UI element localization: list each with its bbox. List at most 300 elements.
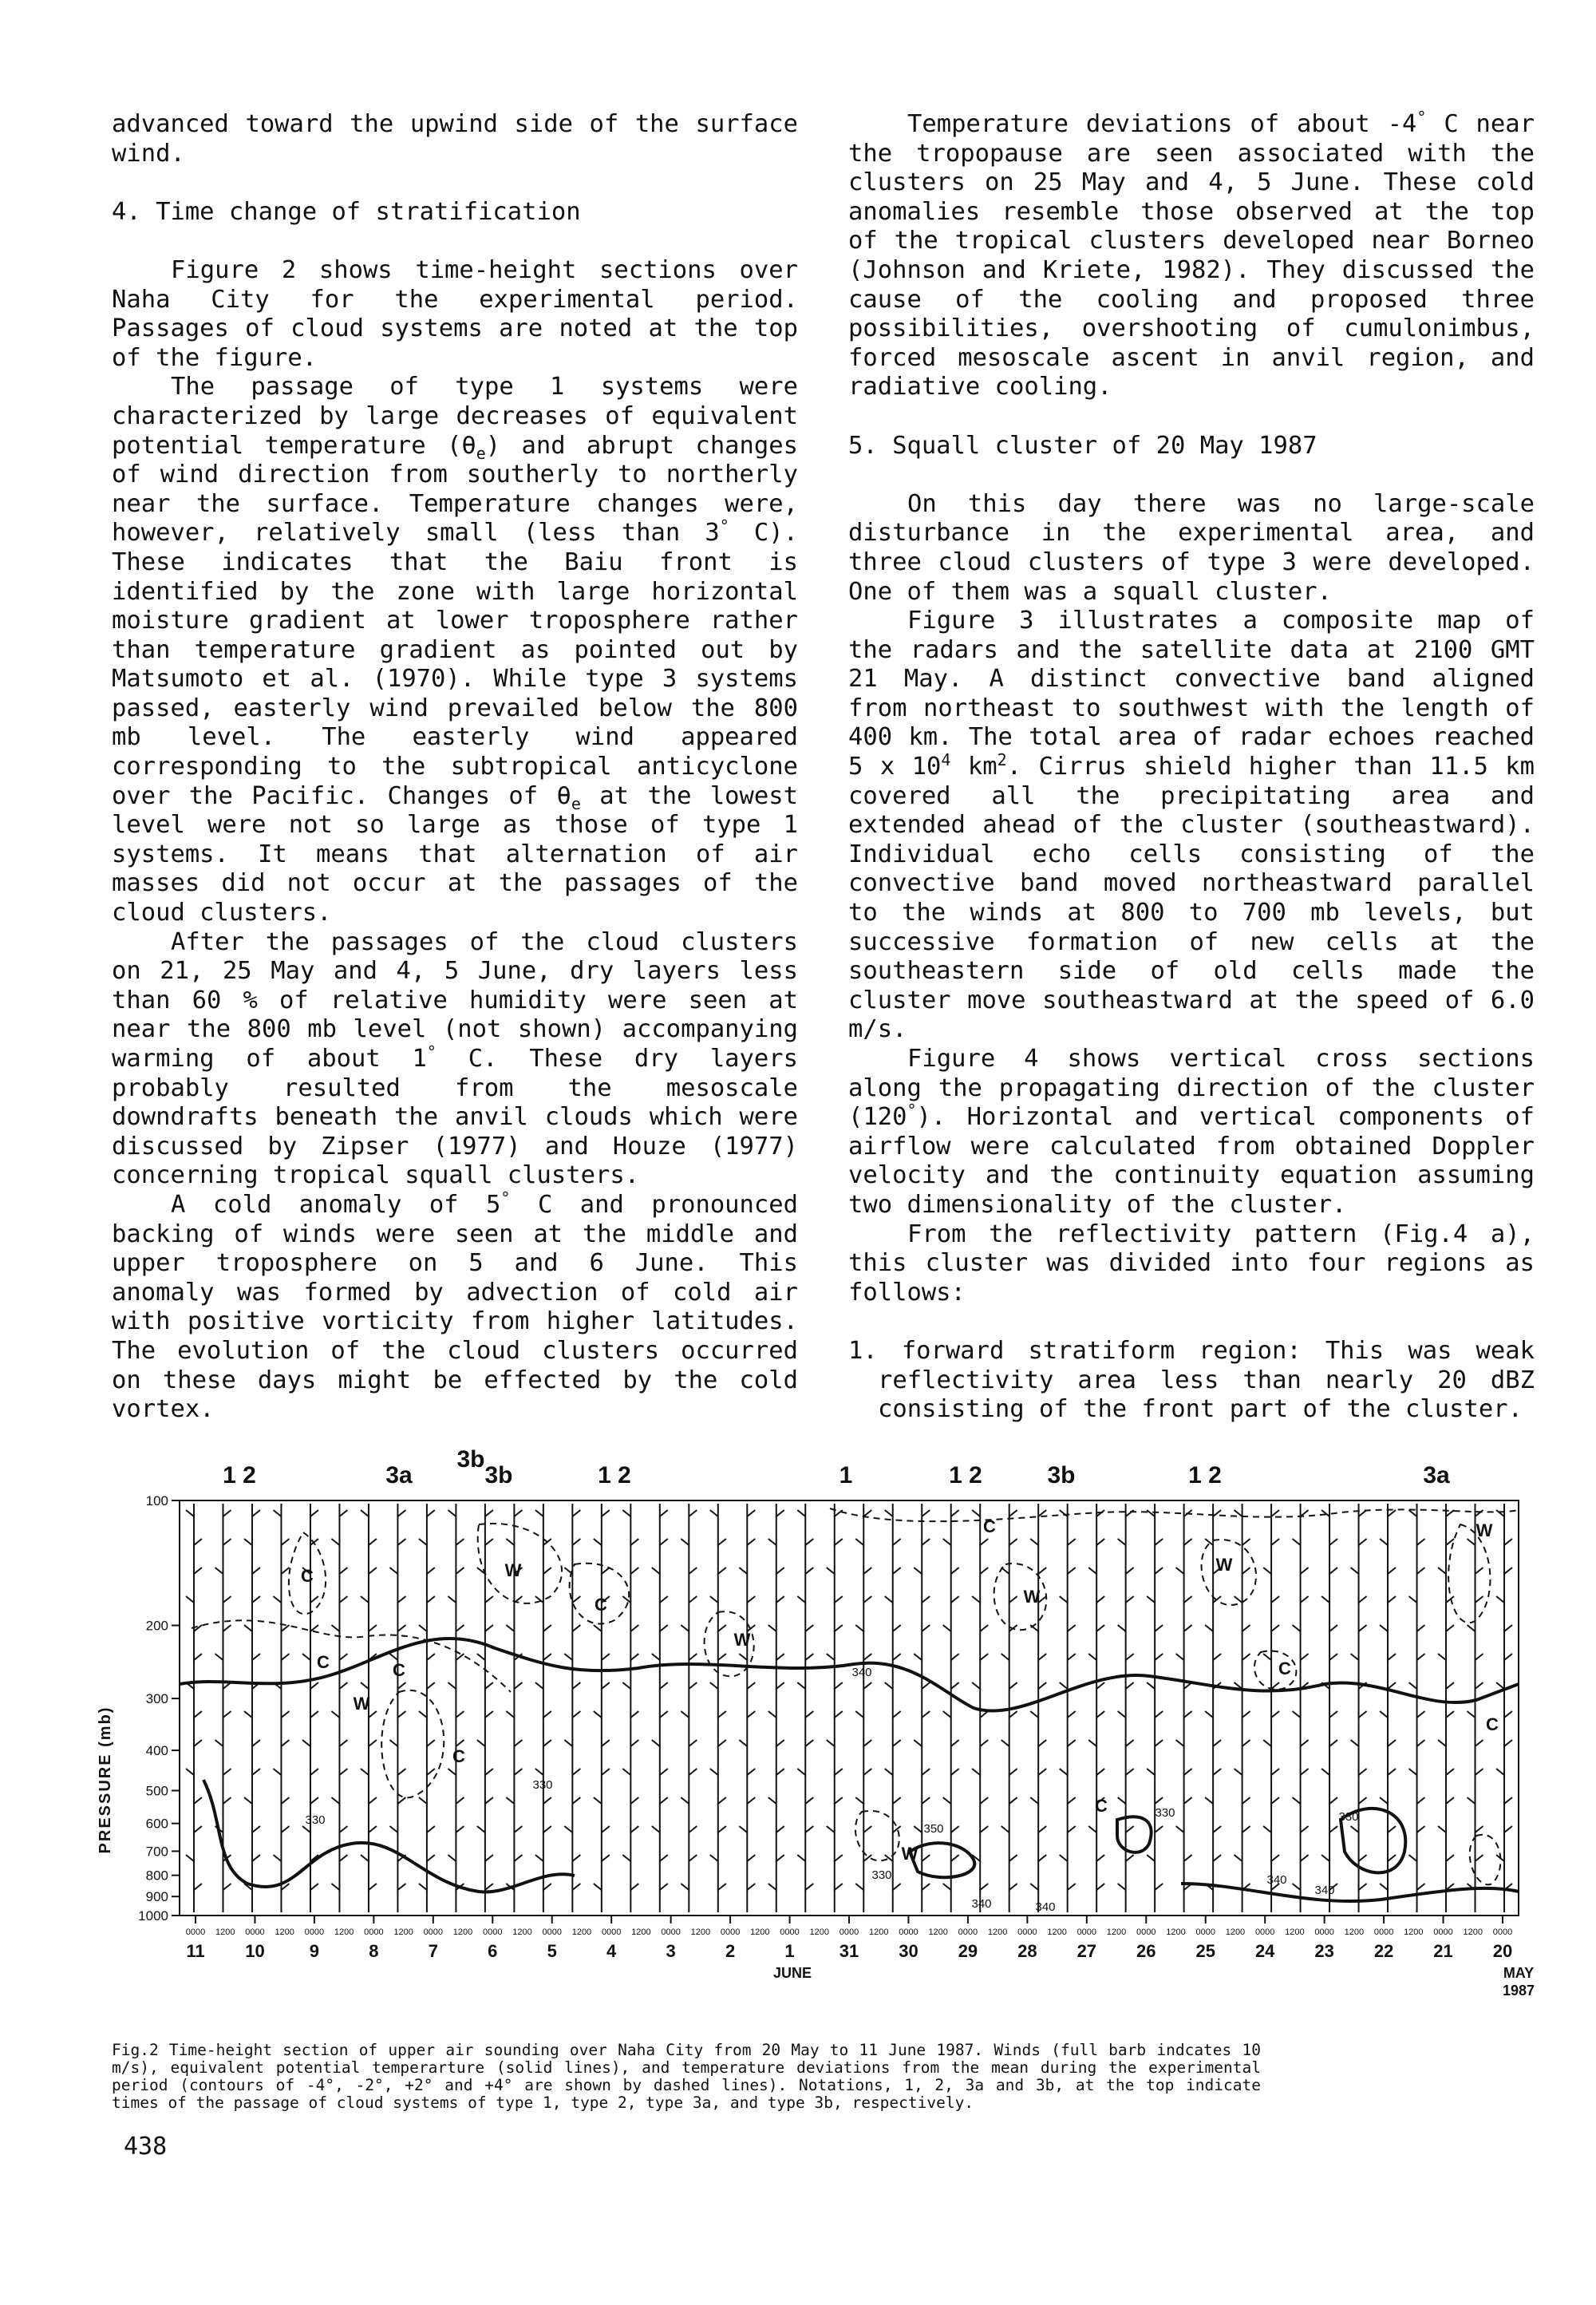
wind-barb xyxy=(1184,1711,1192,1718)
wind-barb xyxy=(244,1625,252,1631)
wind-barb xyxy=(389,1654,397,1660)
wind-barb xyxy=(951,1510,959,1516)
time-label: 0000 xyxy=(1136,1927,1156,1937)
time-label: 1200 xyxy=(1463,1927,1483,1937)
wind-barb xyxy=(1118,1539,1126,1545)
wind-barb xyxy=(1060,1855,1068,1861)
wind-barb xyxy=(485,1884,493,1890)
wind-barb xyxy=(827,1654,835,1660)
wind-barb xyxy=(1388,1510,1396,1516)
wind-barb xyxy=(710,1769,718,1775)
wind-barb xyxy=(1388,1826,1396,1833)
wind-barb xyxy=(855,1539,863,1545)
wind-barb xyxy=(543,1740,551,1746)
wind-barb xyxy=(1476,1855,1483,1861)
wind-barb xyxy=(1496,1596,1504,1603)
wind-barb xyxy=(805,1740,813,1746)
wind-barb xyxy=(514,1510,522,1516)
wind-barb xyxy=(339,1682,347,1689)
wind-barb xyxy=(951,1654,959,1660)
time-label: 0000 xyxy=(364,1927,384,1937)
wind-barb xyxy=(893,1711,901,1718)
wind-barb xyxy=(456,1740,464,1746)
wind-barb xyxy=(768,1711,776,1718)
wind-barb xyxy=(1504,1711,1512,1718)
wind-barb xyxy=(419,1711,427,1718)
wind-barb xyxy=(1184,1797,1192,1804)
wind-barb xyxy=(1388,1769,1396,1775)
wind-barb xyxy=(1351,1740,1359,1746)
wind-barb xyxy=(310,1625,318,1631)
wind-barb xyxy=(1009,1855,1017,1861)
wind-barb xyxy=(223,1797,231,1804)
wind-barb xyxy=(776,1654,784,1660)
wind-barb xyxy=(1155,1654,1163,1660)
wind-barb xyxy=(660,1884,668,1890)
wind-barb xyxy=(1147,1596,1155,1603)
wind-barb xyxy=(914,1740,922,1746)
time-label: 0000 xyxy=(1314,1927,1334,1937)
wind-barb xyxy=(572,1596,580,1603)
wind-barb xyxy=(1388,1654,1396,1660)
wind-barb xyxy=(281,1568,289,1574)
wind-barb xyxy=(514,1855,522,1861)
wind-barb xyxy=(1088,1654,1096,1660)
wind-barb xyxy=(805,1539,813,1545)
wind-barb xyxy=(1504,1826,1512,1833)
contour-value-label: 330 xyxy=(1155,1806,1175,1820)
region-label: W xyxy=(353,1694,370,1714)
wind-barb xyxy=(863,1826,871,1833)
wind-barb xyxy=(572,1625,580,1631)
wind-barb xyxy=(747,1596,755,1603)
wind-barb xyxy=(863,1855,871,1861)
wind-barb xyxy=(1038,1568,1046,1574)
wind-barb xyxy=(389,1740,397,1746)
day-label: 29 xyxy=(958,1941,978,1961)
wind-barb xyxy=(885,1769,893,1775)
wind-barb xyxy=(835,1711,843,1718)
wind-barb xyxy=(747,1884,755,1890)
paragraph: After the passages of the cloud clusters on 21, 25 May and 4, 5 June, dry layers less than 60 % of relative humidity were seen at near the 800 mb level (not shown) accompanying warming of about 1° C. These dry layers probably resulted from the mesoscale downdrafts beneath the anvil clouds which were discussed by Zipser (1977) and Houze (1977) concerning tropical squall clusters. xyxy=(112,927,798,1190)
wind-barb xyxy=(281,1797,289,1804)
wind-barb xyxy=(747,1797,755,1804)
time-label: 1200 xyxy=(393,1927,413,1937)
wind-barb xyxy=(1380,1539,1388,1545)
wind-barb xyxy=(980,1539,988,1545)
wind-barb xyxy=(1155,1539,1163,1545)
wind-barb xyxy=(1205,1625,1213,1631)
wind-barb xyxy=(1271,1539,1279,1545)
wind-barb xyxy=(1409,1682,1417,1689)
wind-barb xyxy=(689,1510,697,1516)
wind-barb xyxy=(1068,1884,1076,1890)
wind-barb xyxy=(427,1855,435,1861)
time-label: 1200 xyxy=(1047,1927,1067,1937)
wind-barb xyxy=(281,1625,289,1631)
wind-barb xyxy=(863,1510,871,1516)
cloud-system-label: 3a xyxy=(385,1462,413,1489)
wind-barb xyxy=(215,1568,223,1574)
right-column xyxy=(848,107,1535,1425)
wind-barb xyxy=(1038,1769,1046,1775)
wind-barb xyxy=(339,1826,347,1833)
region-label: C xyxy=(595,1595,607,1615)
wind-barb xyxy=(660,1682,668,1689)
wind-barb xyxy=(1446,1769,1454,1775)
region-label: W xyxy=(1476,1520,1493,1540)
contour-value-label: 330 xyxy=(305,1813,326,1827)
wind-barb xyxy=(893,1568,901,1574)
contour-value-label: 330 xyxy=(1338,1810,1359,1824)
wind-barb xyxy=(1271,1682,1279,1689)
wind-barb xyxy=(1147,1682,1155,1689)
wind-barb xyxy=(980,1797,988,1804)
wind-barb xyxy=(369,1884,377,1890)
wind-barb xyxy=(485,1769,493,1775)
wind-barb xyxy=(1213,1855,1221,1861)
wind-barb xyxy=(943,1625,951,1631)
cloud-system-label: 3a xyxy=(1423,1462,1450,1489)
wind-barb xyxy=(805,1654,813,1660)
wind-barb xyxy=(535,1682,543,1689)
wind-barb xyxy=(1293,1711,1301,1718)
wind-barb xyxy=(1329,1539,1337,1545)
wind-barb xyxy=(1263,1568,1271,1574)
wind-barb xyxy=(1184,1855,1192,1861)
wind-barb xyxy=(477,1740,485,1746)
wind-barb xyxy=(1096,1682,1104,1689)
wind-barb xyxy=(1329,1740,1337,1746)
wind-barb xyxy=(572,1855,580,1861)
region-label: W xyxy=(504,1560,522,1580)
wind-barb xyxy=(893,1625,901,1631)
wind-barb xyxy=(1060,1596,1068,1603)
wind-barb xyxy=(660,1596,668,1603)
wind-barb xyxy=(718,1797,726,1804)
wind-barb xyxy=(506,1539,514,1545)
wind-barb xyxy=(1504,1568,1512,1574)
wind-barb xyxy=(1301,1769,1309,1775)
time-height-section-figure xyxy=(64,1437,1548,2043)
wind-barb xyxy=(215,1740,223,1746)
wind-barb xyxy=(1068,1797,1076,1804)
wind-barb xyxy=(281,1711,289,1718)
wind-barb xyxy=(1329,1826,1337,1833)
time-label: 1200 xyxy=(868,1927,889,1937)
cloud-system-label: 3b xyxy=(1047,1462,1076,1489)
wind-barb xyxy=(1388,1740,1396,1746)
cloud-system-label: 1 xyxy=(839,1462,853,1489)
wind-barb xyxy=(506,1797,514,1804)
wind-barb xyxy=(776,1510,784,1516)
wind-barb xyxy=(456,1711,464,1718)
wind-barb xyxy=(1380,1797,1388,1804)
wind-barb xyxy=(1060,1769,1068,1775)
wind-barb xyxy=(739,1826,747,1833)
wind-barb xyxy=(710,1510,718,1516)
wind-barb xyxy=(1155,1740,1163,1746)
wind-barb xyxy=(514,1769,522,1775)
wind-barb xyxy=(302,1826,310,1833)
wind-barb xyxy=(339,1855,347,1861)
wind-barb xyxy=(747,1769,755,1775)
day-label: 25 xyxy=(1195,1941,1215,1961)
wind-barb xyxy=(622,1769,630,1775)
wind-barb xyxy=(1242,1568,1250,1574)
time-label: 1200 xyxy=(928,1927,948,1937)
paragraph: A cold anomaly of 5° C and pronounced backing of winds were seen at the middle and upper troposphere on 5 and 6 June. This anomaly was formed by advection of cold air with positive vorticity from higher latitudes. The evolution of the cloud clusters occurred on these days might be effected by the cold vortex. xyxy=(112,1188,798,1424)
wind-barb xyxy=(535,1855,543,1861)
wind-barb xyxy=(427,1769,435,1775)
wind-barb xyxy=(718,1740,726,1746)
wind-barb xyxy=(863,1654,871,1660)
time-label: 1200 xyxy=(571,1927,592,1937)
wind-barb xyxy=(855,1625,863,1631)
wind-barb xyxy=(252,1826,260,1833)
wind-barb xyxy=(1476,1769,1483,1775)
wind-barb xyxy=(1301,1855,1309,1861)
wind-barb xyxy=(863,1568,871,1574)
wind-barb xyxy=(630,1568,638,1574)
time-label: 1200 xyxy=(275,1927,294,1937)
time-label: 1200 xyxy=(1106,1927,1127,1937)
time-label: 0000 xyxy=(483,1927,503,1937)
time-label: 0000 xyxy=(245,1927,265,1937)
wind-barb xyxy=(1301,1596,1309,1603)
wind-barb xyxy=(768,1625,776,1631)
wind-barb xyxy=(718,1711,726,1718)
wind-barb xyxy=(718,1826,726,1833)
wind-barb xyxy=(768,1884,776,1890)
wind-barb xyxy=(273,1855,281,1861)
wind-barb xyxy=(1468,1711,1476,1718)
wind-barb xyxy=(1417,1797,1425,1804)
wind-barb xyxy=(652,1826,660,1833)
pressure-tick-label: 400 xyxy=(145,1743,168,1759)
wind-barb xyxy=(1321,1769,1329,1775)
wind-barb xyxy=(564,1826,572,1833)
wind-barb xyxy=(689,1654,697,1660)
wind-barb xyxy=(972,1596,980,1603)
wind-barb xyxy=(1417,1884,1425,1890)
wind-barb xyxy=(1438,1740,1446,1746)
wind-barb xyxy=(660,1769,668,1775)
wind-barb xyxy=(369,1568,377,1574)
wind-barb xyxy=(331,1539,339,1545)
wind-barb xyxy=(768,1797,776,1804)
wind-barb xyxy=(223,1510,231,1516)
wind-barb xyxy=(1242,1797,1250,1804)
wind-barb xyxy=(863,1682,871,1689)
day-label: 3 xyxy=(666,1941,676,1961)
time-label: 1200 xyxy=(512,1927,532,1937)
wind-barb xyxy=(1476,1596,1483,1603)
wind-barb xyxy=(922,1682,930,1689)
wind-barb xyxy=(310,1510,318,1516)
wind-barb xyxy=(1176,1654,1184,1660)
wind-barb xyxy=(477,1654,485,1660)
wind-barb xyxy=(331,1797,339,1804)
wind-barb xyxy=(943,1797,951,1804)
wind-profiles xyxy=(186,1504,1512,1912)
wind-barb xyxy=(273,1769,281,1775)
wind-barb xyxy=(805,1568,813,1574)
region-label: C xyxy=(393,1660,405,1680)
time-label: 1200 xyxy=(215,1927,235,1937)
wind-barb xyxy=(1126,1826,1134,1833)
wind-barb xyxy=(1504,1740,1512,1746)
wind-barb xyxy=(1271,1797,1279,1804)
wind-barb xyxy=(186,1855,194,1861)
wind-barb xyxy=(652,1654,660,1660)
wind-barb xyxy=(1301,1826,1309,1833)
wind-barb xyxy=(835,1596,843,1603)
wind-barb xyxy=(739,1740,747,1746)
wind-barb xyxy=(448,1682,456,1689)
wind-barb xyxy=(485,1625,493,1631)
wind-barb xyxy=(506,1625,514,1631)
y-axis-label: PRESSURE (mb) xyxy=(97,1706,114,1854)
wind-barb xyxy=(1293,1797,1301,1804)
time-label: 1200 xyxy=(1225,1927,1246,1937)
wind-barb xyxy=(1242,1654,1250,1660)
wind-barb xyxy=(1088,1568,1096,1574)
wind-barb xyxy=(1001,1826,1009,1833)
wind-barb xyxy=(1155,1884,1163,1890)
wind-barb xyxy=(1388,1568,1396,1574)
wind-barb xyxy=(893,1740,901,1746)
wind-barb xyxy=(273,1596,281,1603)
wind-barb xyxy=(827,1826,835,1833)
wind-barb xyxy=(419,1884,427,1890)
time-label: 0000 xyxy=(1373,1927,1394,1937)
time-label: 1200 xyxy=(750,1927,770,1937)
region-label: C xyxy=(1095,1796,1108,1816)
wind-barb xyxy=(835,1884,843,1890)
wind-barb xyxy=(1009,1510,1017,1516)
wind-barb xyxy=(572,1539,580,1545)
wind-barb xyxy=(1380,1625,1388,1631)
wind-barb xyxy=(1030,1539,1038,1545)
wind-barb xyxy=(397,1797,405,1804)
day-label: 30 xyxy=(899,1941,918,1961)
wind-barb xyxy=(1438,1654,1446,1660)
wind-barb xyxy=(922,1797,930,1804)
wind-barb xyxy=(893,1654,901,1660)
wind-barb xyxy=(1068,1539,1076,1545)
wind-barb xyxy=(302,1740,310,1746)
wind-barb xyxy=(885,1510,893,1516)
time-label: 0000 xyxy=(185,1927,206,1937)
wind-barb xyxy=(1038,1855,1046,1861)
wind-barb xyxy=(1321,1510,1329,1516)
wind-barb xyxy=(419,1797,427,1804)
wind-barb xyxy=(1096,1769,1104,1775)
wind-barb xyxy=(835,1769,843,1775)
wind-barb xyxy=(194,1826,202,1833)
wind-barb xyxy=(776,1855,784,1861)
wind-barb xyxy=(1504,1625,1512,1631)
year-label: 1987 xyxy=(1502,1983,1535,1999)
wind-barb xyxy=(194,1625,202,1631)
day-label: 10 xyxy=(245,1941,265,1961)
wind-barb xyxy=(689,1740,697,1746)
wind-barb xyxy=(506,1711,514,1718)
wind-barb xyxy=(797,1682,805,1689)
wind-barb xyxy=(448,1855,456,1861)
wind-barb xyxy=(1038,1682,1046,1689)
wind-barb xyxy=(622,1682,630,1689)
wind-barb xyxy=(427,1654,435,1660)
wind-barb xyxy=(244,1539,252,1545)
wind-barb xyxy=(1235,1596,1242,1603)
wind-barb xyxy=(689,1596,697,1603)
wind-barb xyxy=(543,1711,551,1718)
region-label: W xyxy=(1215,1555,1233,1575)
wind-barb xyxy=(747,1711,755,1718)
wind-barb xyxy=(863,1769,871,1775)
time-label: 0000 xyxy=(542,1927,562,1937)
wind-barb xyxy=(797,1855,805,1861)
wind-barb xyxy=(660,1855,668,1861)
wind-barb xyxy=(602,1740,610,1746)
time-label: 0000 xyxy=(780,1927,800,1937)
wind-barb xyxy=(1359,1711,1367,1718)
wind-barb xyxy=(456,1625,464,1631)
wind-barb xyxy=(369,1711,377,1718)
wind-barb xyxy=(1068,1568,1076,1574)
wind-barb xyxy=(660,1625,668,1631)
wind-barb xyxy=(914,1568,922,1574)
wind-barb xyxy=(594,1539,602,1545)
wind-barb xyxy=(805,1711,813,1718)
wind-barb xyxy=(776,1568,784,1574)
time-label: 1200 xyxy=(987,1927,1008,1937)
wind-barb xyxy=(718,1625,726,1631)
wind-barb xyxy=(1263,1740,1271,1746)
contour-value-label: 340 xyxy=(1266,1873,1287,1887)
wind-barb xyxy=(1359,1769,1367,1775)
wind-barb xyxy=(951,1769,959,1775)
wind-barb xyxy=(1446,1711,1454,1718)
wind-barb xyxy=(1009,1769,1017,1775)
wind-barb xyxy=(310,1797,318,1804)
wind-barb xyxy=(739,1654,747,1660)
wind-barb xyxy=(980,1625,988,1631)
wind-barb xyxy=(1329,1568,1337,1574)
wind-barb xyxy=(827,1740,835,1746)
day-label: 23 xyxy=(1314,1941,1334,1961)
wind-barb xyxy=(194,1740,202,1746)
wind-barb xyxy=(630,1711,638,1718)
wind-barb xyxy=(1242,1826,1250,1833)
wind-barb xyxy=(855,1711,863,1718)
wind-barb xyxy=(863,1740,871,1746)
wind-barb xyxy=(718,1884,726,1890)
wind-barb xyxy=(331,1711,339,1718)
wind-barb xyxy=(448,1769,456,1775)
day-label: 27 xyxy=(1077,1941,1097,1961)
wind-barb xyxy=(456,1826,464,1833)
wind-barb xyxy=(1417,1740,1425,1746)
wind-barb xyxy=(1409,1855,1417,1861)
wind-barb xyxy=(397,1711,405,1718)
paragraph: Figure 4 shows vertical cross sections along the propagating direction of the cluster (120°). Horizontal and vertical components of airflow were calculated from obtained Doppler velocity and the continuity equation assuming two dimensionality of the cluster. xyxy=(848,1045,1535,1219)
wind-barb xyxy=(331,1884,339,1890)
wind-barb xyxy=(543,1568,551,1574)
wind-barb xyxy=(244,1797,252,1804)
